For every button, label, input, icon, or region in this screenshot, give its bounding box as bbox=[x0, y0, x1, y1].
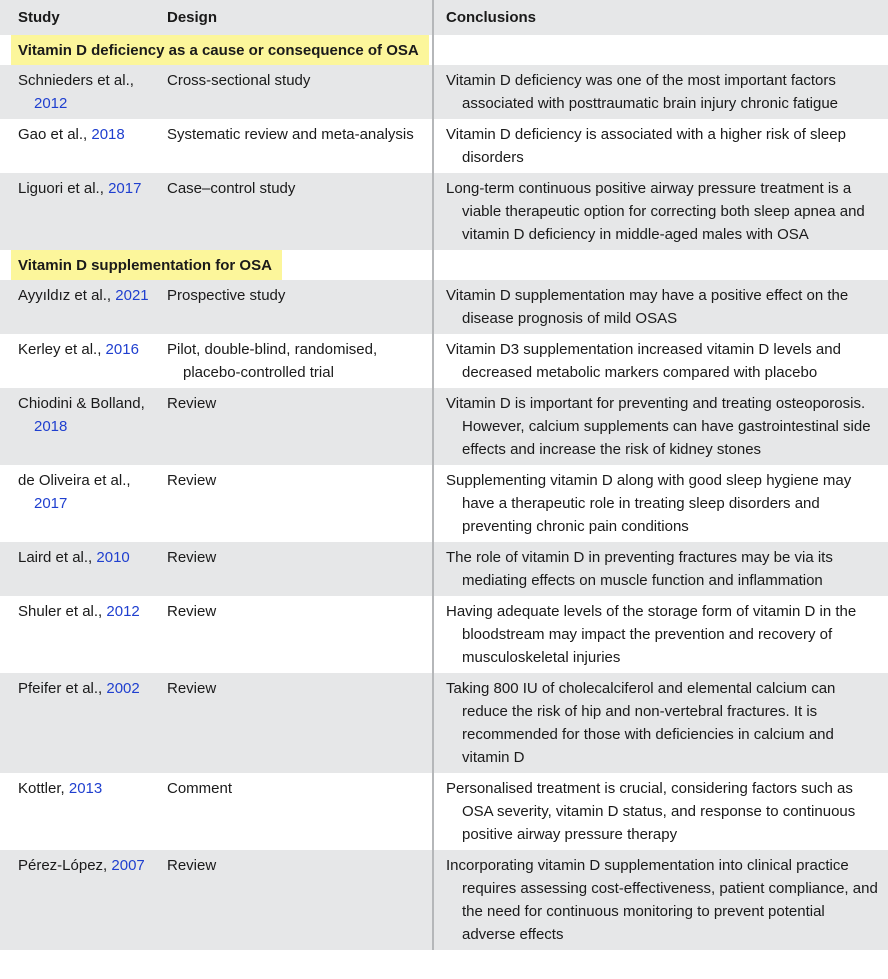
author-text: Laird et al., bbox=[18, 549, 97, 566]
table-row bbox=[0, 465, 888, 542]
author-text: de Oliveira et al., bbox=[18, 472, 131, 489]
study-cell bbox=[18, 854, 149, 877]
citation-year-link[interactable]: 2021 bbox=[115, 287, 149, 304]
study-cell bbox=[18, 284, 149, 307]
design-cell: Review bbox=[167, 857, 217, 874]
design-column-header: Design bbox=[149, 0, 433, 35]
author-text: Pfeifer et al., bbox=[18, 680, 107, 697]
conclusion-cell: Vitamin D3 supplementation increased vitamin D levels and decreased metabolic markers compared with placebo bbox=[446, 341, 841, 381]
table-row bbox=[0, 850, 888, 950]
citation-year-link[interactable]: 2002 bbox=[106, 680, 140, 697]
study-cell bbox=[18, 123, 149, 146]
citation-year-link[interactable]: 2018 bbox=[91, 126, 125, 143]
citation-year-link[interactable]: 2017 bbox=[34, 495, 68, 512]
design-cell: Systematic review and meta-analysis bbox=[167, 126, 414, 143]
conclusion-cell: Vitamin D deficiency was one of the most important factors associated with posttraumatic brain injury chronic fatigue bbox=[446, 72, 839, 112]
conclusion-cell: Taking 800 IU of cholecalciferol and elemental calcium can reduce the risk of hip and non-vertebral fractures. It is recommended for those with deficiencies in calcium and vitamin D bbox=[446, 680, 836, 766]
design-cell: Prospective study bbox=[167, 287, 286, 304]
study-column-header: Study bbox=[0, 0, 149, 35]
author-text: Kerley et al., bbox=[18, 341, 106, 358]
citation-year-link[interactable]: 2007 bbox=[111, 857, 145, 874]
conclusion-cell: Vitamin D deficiency is associated with a higher risk of sleep disorders bbox=[446, 126, 846, 166]
author-text: Gao et al., bbox=[18, 126, 92, 143]
author-text: Pérez-López, bbox=[18, 857, 112, 874]
citation-year-link[interactable]: 2016 bbox=[105, 341, 139, 358]
study-cell bbox=[18, 546, 149, 569]
author-text: Kottler, bbox=[18, 780, 69, 797]
study-cell bbox=[18, 338, 149, 361]
table-row bbox=[0, 773, 888, 850]
study-cell bbox=[18, 69, 149, 115]
citation-year-link[interactable]: 2012 bbox=[106, 603, 140, 620]
author-text: Liguori et al., bbox=[18, 180, 109, 197]
conclusion-cell: Personalised treatment is crucial, considering factors such as OSA severity, vitamin D status, and response to continuous positive airway pressure therapy bbox=[446, 780, 856, 843]
table-row bbox=[0, 673, 888, 773]
section-title-deficiency: Vitamin D deficiency as a cause or consequence of OSA bbox=[11, 35, 429, 65]
design-cell: Case–control study bbox=[167, 180, 296, 197]
citation-year-link[interactable]: 2012 bbox=[34, 95, 68, 112]
conclusion-cell: The role of vitamin D in preventing fractures may be via its mediating effects on muscle function and inflammation bbox=[446, 549, 833, 589]
design-cell: Cross-sectional study bbox=[167, 72, 311, 89]
section-row-supplementation bbox=[0, 250, 888, 280]
header-row bbox=[0, 0, 888, 35]
design-cell: Review bbox=[167, 549, 217, 566]
table-row bbox=[0, 542, 888, 596]
conclusion-cell: Supplementing vitamin D along with good sleep hygiene may have a therapeutic role in treating sleep disorders and preventing chronic pain conditions bbox=[446, 472, 852, 535]
study-cell bbox=[18, 777, 149, 800]
conclusion-cell: Vitamin D is important for preventing and treating osteoporosis. However, calcium supplements can have gastrointestinal side effects and increase the risk of kidney stones bbox=[446, 395, 871, 458]
conclusion-cell: Long-term continuous positive airway pressure treatment is a viable therapeutic option for correcting both sleep apnea and vitamin D deficiency in middle-aged males with OSA bbox=[446, 180, 865, 243]
design-cell: Review bbox=[167, 680, 217, 697]
study-cell bbox=[18, 600, 149, 623]
table-row bbox=[0, 65, 888, 119]
citation-year-link[interactable]: 2018 bbox=[34, 418, 68, 435]
citation-year-link[interactable]: 2017 bbox=[108, 180, 142, 197]
table-row bbox=[0, 334, 888, 388]
study-cell bbox=[18, 469, 149, 515]
design-cell: Review bbox=[167, 395, 217, 412]
table-row bbox=[0, 173, 888, 250]
design-cell: Comment bbox=[167, 780, 233, 797]
section-row-deficiency bbox=[0, 35, 888, 65]
citation-year-link[interactable]: 2013 bbox=[68, 780, 103, 797]
table-row bbox=[0, 596, 888, 673]
design-cell: Review bbox=[167, 603, 217, 620]
author-text: Chiodini & Bolland, bbox=[18, 395, 145, 412]
author-text: Schnieders et al., bbox=[18, 72, 134, 89]
author-text: Ayyıldız et al., bbox=[18, 287, 116, 304]
author-text: Shuler et al., bbox=[18, 603, 107, 620]
table-row bbox=[0, 388, 888, 465]
design-cell: Review bbox=[167, 472, 217, 489]
table-row bbox=[0, 280, 888, 334]
study-cell bbox=[18, 392, 149, 438]
study-cell bbox=[18, 677, 149, 700]
design-cell: Pilot, double-blind, randomised, placebo-controlled trial bbox=[167, 341, 378, 381]
table-row bbox=[0, 119, 888, 173]
citation-year-link[interactable]: 2010 bbox=[96, 549, 130, 566]
section-title-supplementation: Vitamin D supplementation for OSA bbox=[11, 250, 282, 280]
conclusion-cell: Incorporating vitamin D supplementation into clinical practice requires assessing cost-effectiveness, patient compliance, and the need for continuous monitoring to prevent potential adverse effects bbox=[446, 857, 878, 943]
conclusion-cell: Vitamin D supplementation may have a positive effect on the disease prognosis of mild OSAS bbox=[446, 287, 849, 327]
conclusions-column-header: Conclusions bbox=[433, 0, 888, 35]
study-cell bbox=[18, 177, 149, 200]
conclusion-cell: Having adequate levels of the storage form of vitamin D in the bloodstream may impact the prevention and recovery of musculoskeletal injuries bbox=[446, 603, 857, 666]
